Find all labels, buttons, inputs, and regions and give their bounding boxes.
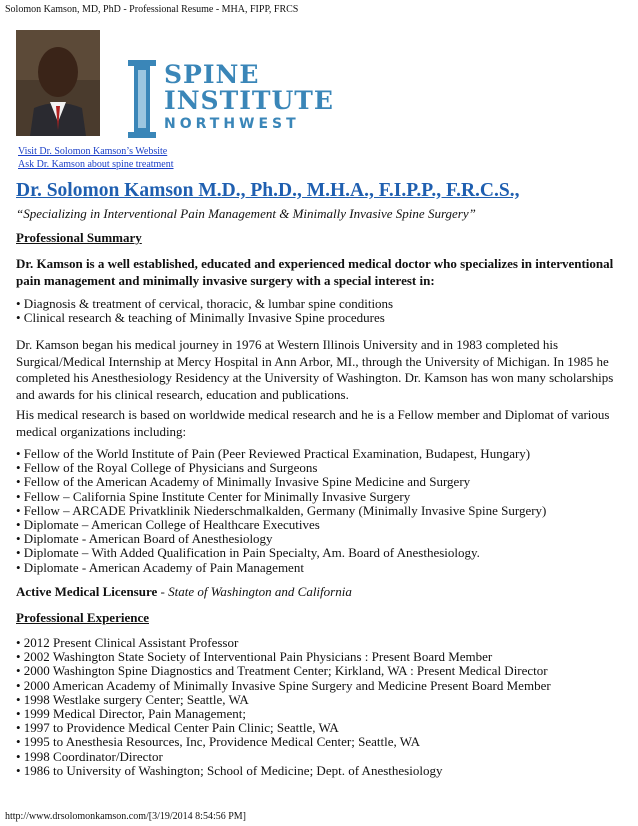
list-item: • Fellow of the American Academy of Minimally Invasive Spine Medicine and Surgery <box>16 474 471 490</box>
list-item: • 2002 Washington State Society of Interventional Pain Physicians : Present Board Member <box>16 649 493 665</box>
page-header: Solomon Kamson, MD, PhD - Professional Resume - MHA, FIPP, FRCS <box>5 4 299 15</box>
page-footer: http://www.drsolomonkamson.com/[3/19/2014 8:54:56 PM] <box>5 811 247 822</box>
licensure-value: State of Washington and California <box>168 584 352 599</box>
list-item: • Diagnosis & treatment of cervical, thoracic, & lumbar spine conditions <box>16 296 394 311</box>
experience-list <box>16 636 626 778</box>
journey-paragraph: Dr. Kamson began his medical journey in 1976 at Western Illinois University and in 1983 completed his Surgical/Medical Internship at Mercy Hospital in Ann Arbor, MI., through the University of Michigan. In 1985 he completed his Anesthesiology Residency at the University of Washington. Dr. Kamson has won many scholarships and awards for his clinical research, education and publications. <box>16 337 614 402</box>
licensure-separator: - <box>157 584 169 599</box>
interests-list <box>16 297 626 325</box>
list-item: • Fellow of the World Institute of Pain (Peer Reviewed Practical Examination, Budapest, Hungary) <box>16 446 531 461</box>
logo-text-spine: SPINE <box>164 60 260 89</box>
summary-heading: Professional Summary <box>16 230 142 245</box>
experience-heading: Professional Experience <box>16 610 149 625</box>
list-item: • 1998 Coordinator/Director <box>16 748 163 764</box>
list-item: • Fellow – California Spine Institute Center for Minimally Invasive Surgery <box>16 488 411 504</box>
logo-text-institute: INSTITUTE <box>164 86 334 115</box>
list-item: • Diplomate - American Academy of Pain Management <box>16 559 304 575</box>
licensure-line <box>16 584 626 601</box>
list-item: • Fellow of the Royal College of Physicians and Surgeons <box>16 460 318 476</box>
research-paragraph: His medical research is based on worldwide medical research and he is a Fellow member and Diplomat of various medical organizations including: <box>16 407 610 439</box>
licensure-label: Active Medical Licensure <box>16 584 158 599</box>
ask-doctor-link[interactable]: Ask Dr. Kamson about spine treatment <box>18 159 174 170</box>
doctor-photo <box>16 30 100 136</box>
list-item: • Diplomate – American College of Healthcare Executives <box>16 517 320 533</box>
spine-institute-logo <box>122 58 334 142</box>
logo-text-northwest: NORTHWEST <box>164 116 300 132</box>
list-item: • Fellow – ARCADE Privatklinik Niederschmalkalden, Germany (Minimally Invasive Spine Surgery) <box>16 502 547 518</box>
list-item: • 2012 Present Clinical Assistant Professor <box>16 635 239 650</box>
website-link[interactable]: Visit Dr. Solomon Kamson’s Website <box>18 146 168 157</box>
list-item: • Diplomate - American Board of Anesthesiology <box>16 531 273 547</box>
list-item: • Diplomate – With Added Qualification in Pain Specialty, Am. Board of Anesthesiology. <box>16 545 480 561</box>
fellowships-list <box>16 447 626 575</box>
summary-intro: Dr. Kamson is a well established, educated and experienced medical doctor who specializes in interventional pain management and minimally invasive surgery with a special interest in: <box>16 256 614 288</box>
doctor-name-heading: Dr. Solomon Kamson M.D., Ph.D., M.H.A., F.I.P.P., F.R.C.S., <box>16 180 520 201</box>
list-item: • 2000 American Academy of Minimally Invasive Spine Surgery and Medicine Present Board Member <box>16 677 551 693</box>
list-item: • Clinical research & teaching of Minimally Invasive Spine procedures <box>16 310 385 326</box>
list-item: • 1986 to University of Washington; School of Medicine; Dept. of Anesthesiology <box>16 762 443 778</box>
list-item: • 1997 to Providence Medical Center Pain Clinic; Seattle, WA <box>16 720 339 736</box>
list-item: • 1995 to Anesthesia Resources, Inc, Providence Medical Center; Seattle, WA <box>16 734 420 750</box>
list-item: • 1999 Medical Director, Pain Management; <box>16 706 247 722</box>
list-item: • 2000 Washington Spine Diagnostics and Treatment Center; Kirkland, WA : Present Medical Director <box>16 663 548 679</box>
tagline: “Specializing in Interventional Pain Management & Minimally Invasive Spine Surgery” <box>16 206 476 221</box>
list-item: • 1998 Westlake surgery Center; Seattle, WA <box>16 691 249 707</box>
